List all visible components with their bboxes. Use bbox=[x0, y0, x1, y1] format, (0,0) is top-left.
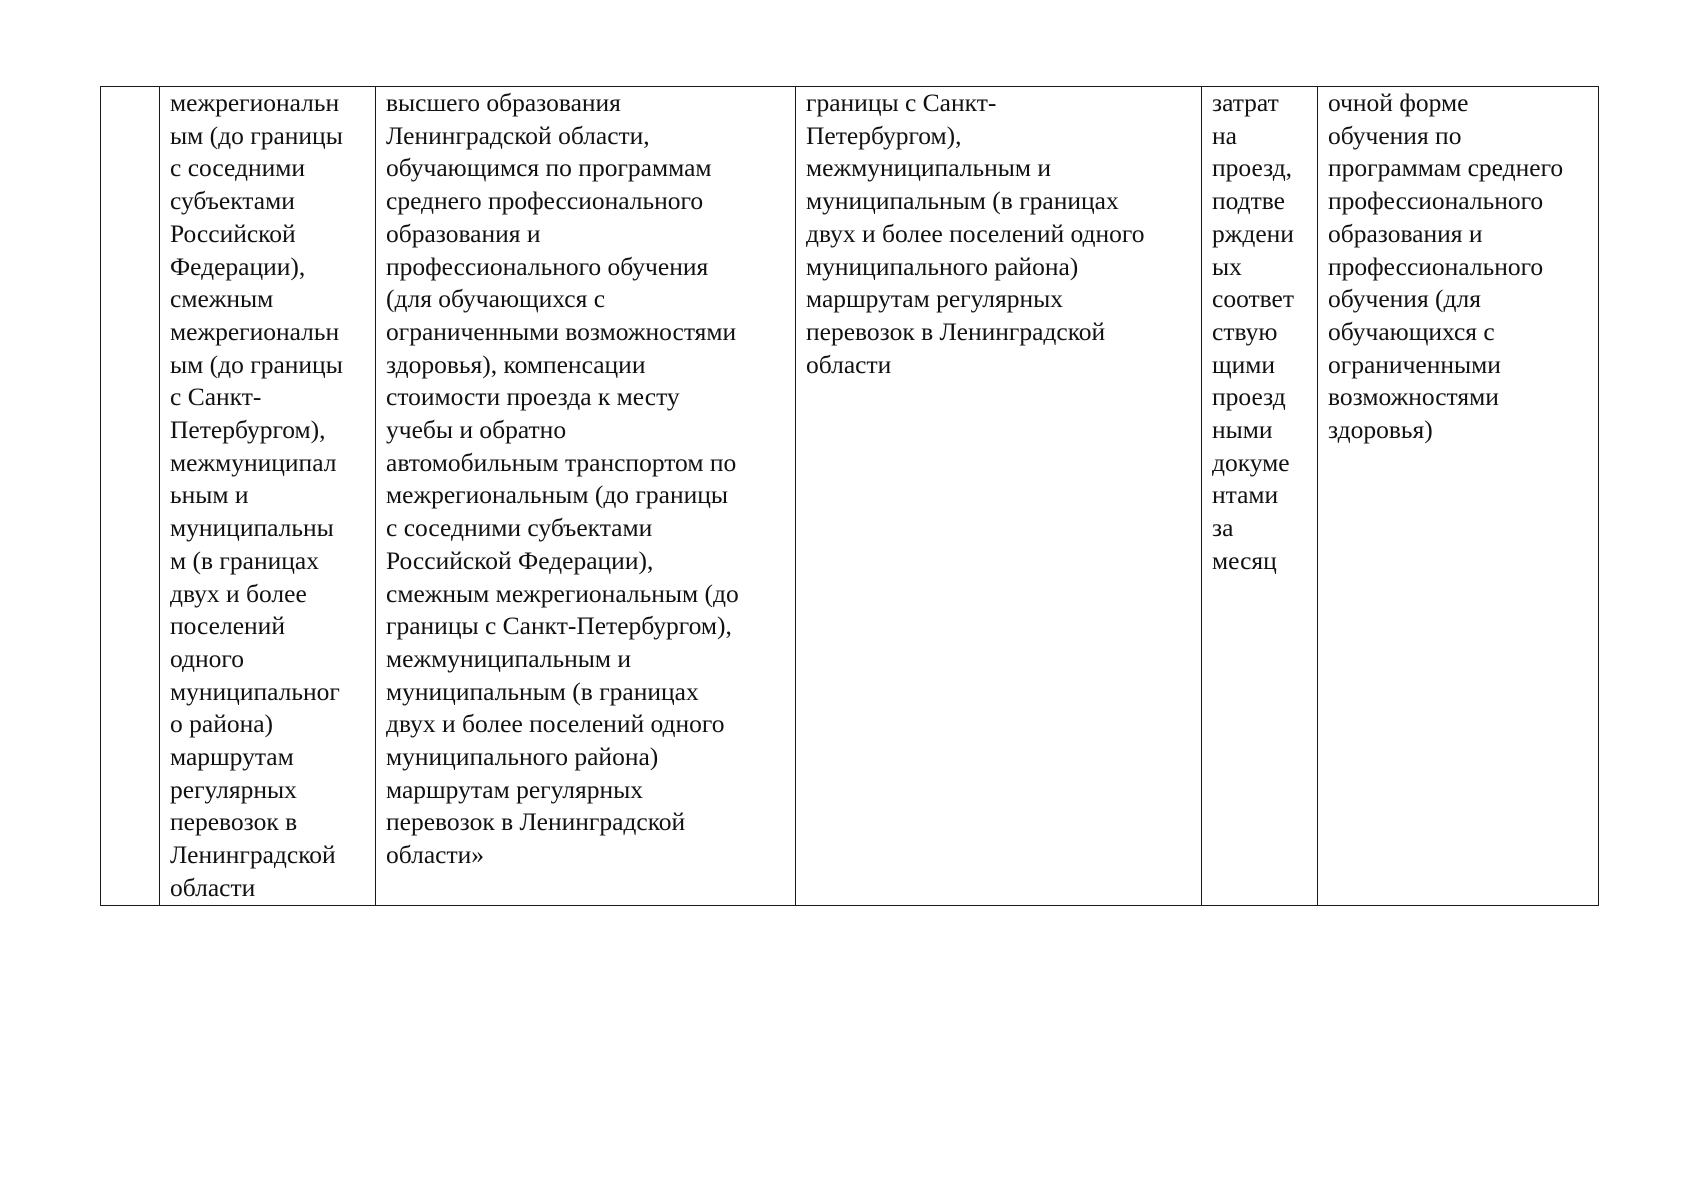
table-cell-route-type bbox=[160, 87, 376, 906]
cell-line: муниципальног bbox=[170, 676, 340, 706]
cell-line: перевозок в Ленинградской bbox=[806, 316, 1106, 346]
cell-line: Петербургом), bbox=[806, 120, 962, 150]
cell-line: одного bbox=[170, 643, 244, 673]
cell-line: нтами bbox=[1212, 480, 1279, 510]
cell-line: среднего профессионального bbox=[386, 186, 704, 216]
cell-line: с Санкт- bbox=[170, 382, 262, 412]
cell-line: здоровья) bbox=[1328, 415, 1433, 445]
cell-line: образования и bbox=[1328, 218, 1483, 248]
cell-line: здоровья), компенсации bbox=[386, 349, 646, 379]
cell-line: месяц bbox=[1212, 545, 1277, 575]
table-row bbox=[101, 87, 1599, 906]
cell-line: ными bbox=[1212, 415, 1273, 445]
cell-line: маршрутам регулярных bbox=[806, 284, 1064, 314]
cell-line: смежным межрегиональным (до bbox=[386, 578, 739, 608]
cell-line: ограниченными возможностями bbox=[386, 316, 737, 346]
cell-line: проезд bbox=[1212, 382, 1286, 412]
cell-line: перевозок в Ленинградской bbox=[386, 807, 686, 837]
cell-line: докуме bbox=[1212, 447, 1290, 477]
cell-line: двух и более bbox=[170, 578, 307, 608]
cell-line: высшего образования bbox=[386, 88, 621, 117]
cell-line: муниципальным (в границах bbox=[806, 186, 1119, 216]
cell-line: муниципальны bbox=[170, 513, 334, 543]
cell-line: профессионального bbox=[1328, 251, 1544, 281]
cell-line: щими bbox=[1212, 349, 1276, 379]
cell-line: профессионального bbox=[1328, 186, 1544, 216]
cell-line: межрегиональн bbox=[170, 316, 340, 346]
cell-line: обучающихся с bbox=[1328, 316, 1495, 346]
cell-line: затрат bbox=[1212, 88, 1279, 117]
cell-line: смежным bbox=[170, 284, 274, 314]
cell-line: стоимости проезда к месту bbox=[386, 382, 680, 412]
cell-line: образования и bbox=[386, 218, 541, 248]
cell-line: обучающимся по программам bbox=[386, 153, 712, 183]
cell-line: Ленинградской bbox=[170, 840, 336, 870]
cell-line: субъектами bbox=[170, 186, 295, 216]
cell-line: муниципальным (в границах bbox=[386, 676, 699, 706]
cell-line: подтве bbox=[1212, 186, 1285, 216]
cell-line: муниципального района) bbox=[386, 742, 659, 772]
cell-line: очной форме bbox=[1328, 88, 1469, 117]
cell-line: межрегиональн bbox=[170, 88, 340, 117]
table-cell-routes bbox=[796, 87, 1202, 906]
cell-line: Российской Федерации), bbox=[386, 545, 654, 575]
cell-line: ым (до границы bbox=[170, 120, 343, 150]
cell-line: маршрутам bbox=[170, 742, 294, 772]
cell-line: рждени bbox=[1212, 218, 1294, 248]
cell-line: Российской bbox=[170, 218, 296, 248]
cell-line: учебы и обратно bbox=[386, 415, 567, 445]
cell-line: двух и более поселений одного bbox=[386, 709, 725, 739]
cell-line: автомобильным транспортом по bbox=[386, 447, 737, 477]
cell-line: области bbox=[806, 349, 892, 379]
cell-line: маршрутам регулярных bbox=[386, 774, 644, 804]
cell-line: ых bbox=[1212, 251, 1242, 281]
document-table bbox=[100, 86, 1599, 906]
cell-line: регулярных bbox=[170, 774, 297, 804]
cell-line: границы с Санкт-Петербургом), bbox=[386, 611, 732, 641]
table-cell-amount bbox=[1202, 87, 1318, 906]
table-cell-number bbox=[101, 87, 160, 906]
cell-line: двух и более поселений одного bbox=[806, 218, 1145, 248]
cell-line: программам среднего bbox=[1328, 153, 1564, 183]
table-cell-measure-name bbox=[376, 87, 796, 906]
cell-line: ограниченными bbox=[1328, 349, 1501, 379]
cell-line: Федерации), bbox=[170, 251, 306, 281]
cell-line: межмуниципальным и bbox=[806, 153, 1052, 183]
cell-line: возможностями bbox=[1328, 382, 1499, 412]
cell-line: области» bbox=[386, 840, 484, 870]
cell-line: Ленинградской области, bbox=[386, 120, 650, 150]
cell-line: за bbox=[1212, 513, 1234, 543]
cell-line: межмуниципальным и bbox=[386, 643, 632, 673]
cell-line: ствую bbox=[1212, 316, 1278, 346]
cell-line: соответ bbox=[1212, 284, 1294, 314]
cell-line: о района) bbox=[170, 709, 274, 739]
cell-line: обучения по bbox=[1328, 120, 1462, 150]
cell-line: Петербургом), bbox=[170, 415, 326, 445]
cell-line: ьным и bbox=[170, 480, 249, 510]
cell-line: м (в границах bbox=[170, 545, 319, 575]
cell-line: перевозок в bbox=[170, 807, 298, 837]
cell-line: на bbox=[1212, 120, 1237, 150]
cell-line: с соседними bbox=[170, 153, 306, 183]
cell-line: проезд, bbox=[1212, 153, 1293, 183]
cell-line: муниципального района) bbox=[806, 251, 1079, 281]
cell-line: ым (до границы bbox=[170, 349, 343, 379]
table-cell-recipients bbox=[1318, 87, 1599, 906]
cell-line: (для обучающихся с bbox=[386, 284, 606, 314]
cell-line: границы с Санкт- bbox=[806, 88, 997, 117]
cell-line: поселений bbox=[170, 611, 285, 641]
cell-line: с соседними субъектами bbox=[386, 513, 653, 543]
cell-line: профессионального обучения bbox=[386, 251, 709, 281]
cell-line: межмуниципал bbox=[170, 447, 337, 477]
cell-line: обучения (для bbox=[1328, 284, 1481, 314]
cell-line: межрегиональным (до границы bbox=[386, 480, 729, 510]
cell-line: области bbox=[170, 872, 256, 902]
